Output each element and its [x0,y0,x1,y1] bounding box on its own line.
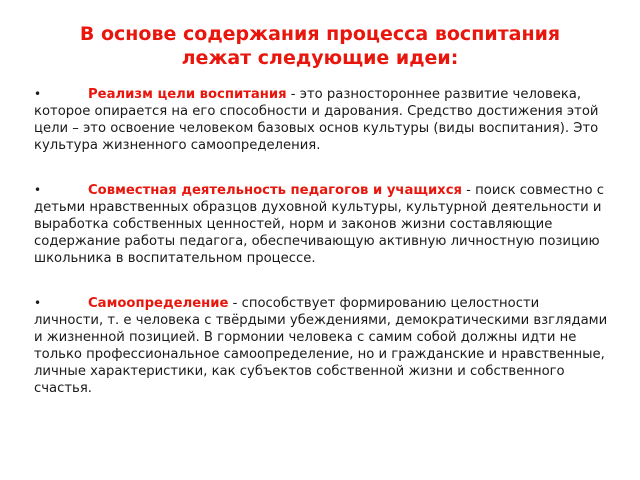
bullet-icon: • [34,87,42,101]
idea-paragraph [34,182,612,267]
bullet-icon: • [34,296,42,310]
idea-list [34,86,612,397]
idea-term: Реализм цели воспитания [88,87,287,102]
idea-text: - это разностороннее развитие человека, которое опирается на его способности и дарования. Средство достижения этой цели – это освоение человеком базовых основ культуры (виды воспитания). Это культура жизненного самоопределения. [34,87,599,153]
idea-item-joint-activity [34,182,612,267]
title-line-1: В основе содержания процесса воспитания [79,23,561,45]
idea-paragraph [34,295,612,397]
title-line-2: лежат следующие идеи: [181,47,459,69]
idea-paragraph [34,86,612,154]
idea-term: Совместная деятельность педагогов и учащихся [88,183,462,198]
slide-title [30,22,610,70]
idea-text: - способствует формированию целостности личности, т. е человека с твёрдыми убеждениями, демократическими взглядами и жизненной позицией. В гормонии человека с самим собой должны идти не только профессиональное самоопределение, но и гражданские и нравственные, личные характеристики, как субъектов собственной жизни и собственного счастья. [34,296,608,396]
bullet-icon: • [34,183,42,197]
idea-term: Самоопределение [88,296,229,311]
idea-item-self-determination [34,295,612,397]
idea-text: - поиск совместно с детьми нравственных образцов духовной культуры, культурной деятельности и выработка собственных ценностей, норм и законов жизни составляющие содержание работы педагога, обеспечивающую активную личностную позицию школьника в воспитательном процессе. [34,183,605,266]
idea-item-realism [34,86,612,154]
